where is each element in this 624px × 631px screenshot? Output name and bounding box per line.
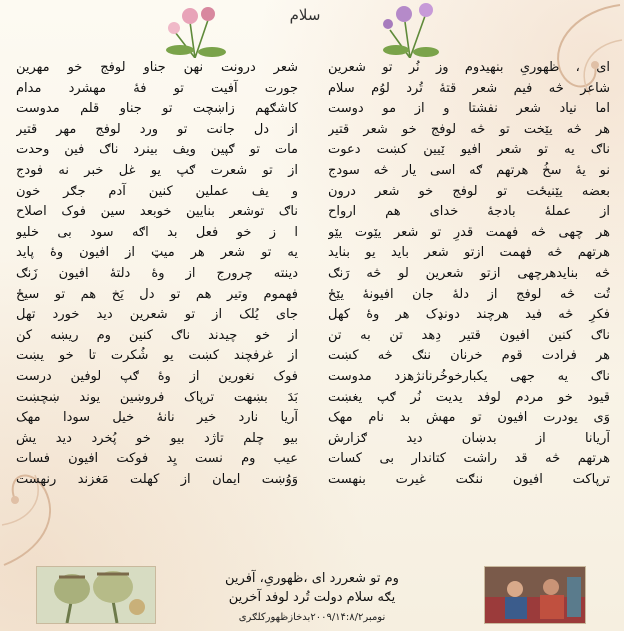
poem-line: ناګ کنین افیون قتیر دِهد تن به تن — [328, 327, 610, 343]
poem-line: و یف عملین کنین آدم جګر خون — [16, 183, 298, 199]
poem-line: جای یُلک از تو شعرین دید خورد تهل — [16, 307, 298, 323]
poem-line: ناګ توشعر بنایین خوبعد سین فوک اصلاح — [16, 204, 298, 220]
poem-line: از غرفچند کښت یو شُکرت تا خو یښت — [16, 348, 298, 364]
signature-date: نومبر۲۰۰۹/۱۴:۸/۲بدخازظهورکلګری — [238, 612, 386, 623]
poem-line: فکرِ څه فید هرچند دونډک هر وهٔ کهل — [328, 307, 610, 323]
poem-line: هر څه یێخت تو څه لوفج خو شعر قتیر — [328, 121, 610, 137]
poem-line: قیود خو مردم لوفد یدیت نُر ګپ یغښت — [328, 389, 610, 405]
poem-line: مات تو ګپین ویف بینرد ناګ فین وحدت — [16, 142, 298, 158]
poem-line: ا ز خو فعل بد اګه سود بی خلیو — [16, 224, 298, 240]
poem-line: فهموم وتیر هم تو دل یَخ هم تو سیځ — [16, 286, 298, 302]
poem-line: از عملهٔ بادجهٔ خدای هم ارواح — [328, 204, 610, 220]
poppy-pods-illustration — [36, 566, 156, 624]
poem-right-column — [328, 58, 610, 490]
poem-line: هرتهم څه قد راشت کتاندار بی کسات — [328, 451, 610, 467]
poem-line: دینته چرورج از وهٔ دلتهٔ افیون زَنګ — [16, 265, 298, 281]
poem-line: بعضه یێنیځت تو لوفج خو شعر درون — [328, 183, 610, 199]
poem-line: از دل جانت تو ورد لوفج مهر قتیر — [16, 121, 298, 137]
poem-line: آریا نارد خیر نانهٔ خیل سودا مهک — [16, 410, 298, 426]
poem-title: سلام — [289, 6, 321, 24]
poem-line: عیب وم نست یِد فوکت افیون فسات — [16, 451, 298, 467]
poem-line: از تو شعرت ګپ یو غل خبر نه فودج — [16, 162, 298, 178]
poem-line: هر چهی څه فهمت قدرِ تو شعر یێوت یێو — [328, 224, 610, 240]
poem-line: هر فرادت قوم خرنان ننګ څه کښت — [328, 348, 610, 364]
poem-line: فوک نغورین از وهٔ ګپ لوفین درست — [16, 368, 298, 384]
poem-line: شاعر څه فیم شعر قتهٔ تُرد لوُم سلام — [328, 80, 610, 96]
closing-line: وم تو شعررد ای ،ظهوریِ، آفرین — [225, 571, 399, 586]
poem-line: ترپاکت افیون ننګت غیرت بنهست — [328, 471, 610, 487]
poem-line: تُت څه لوفج از دلهٔ جان افیونهٔ یێځ — [328, 286, 610, 302]
poem-line: نو یهٔ سخُ هرتهم ګه اسی یار څه سودج — [328, 162, 610, 178]
closing-line: یګه سلام دولت تُرد لوفد آخرین — [228, 590, 396, 605]
poem-line: وَی یودرت افیون تو مهش بد نام مهک — [328, 410, 610, 426]
poem-line: څه بنایدهرچهی ازتو شعرین لو څه رَنګ — [328, 265, 610, 281]
poppy-flowers-illustration-right — [370, 0, 450, 58]
poem-line: ناګ یه تو شعر افیو ێیین کښت دعوت — [328, 142, 610, 158]
poem-line: هرتهم څه فهمت ازتو شعر باید یو بناید — [328, 245, 610, 261]
poem-line: ناګ یه جهی یکبارخوخُرنانژهزد مدوست — [328, 368, 610, 384]
poem-left-column — [16, 58, 298, 490]
poppy-flowers-illustration-left — [150, 2, 240, 58]
poem-line: اما نیاد شعر نفشتا و از مو دوست — [328, 101, 610, 117]
poem-line: بیو چلم تاژد بیو خو پُخرد دید یش — [16, 430, 298, 446]
poem-line: کاشګهم زاښچت تو جناو قلم مدوست — [16, 101, 298, 117]
poem-line: یه تو شعر هر میټ از افیون وهٔ پاید — [16, 245, 298, 261]
poem-line: ای ، ظهوریِ بنهیدوم وز نُر تو شعرین — [328, 60, 610, 75]
poem-closing — [180, 569, 444, 607]
poem-line: وَوُښت ایمان از کهلت مَغزند رنهست — [16, 471, 298, 487]
poem-line: جورت آفیت تو فهٔ مهشرد مدام — [16, 80, 298, 96]
poem-line: شعر درونت نهن جناو لوفج خو مهرین — [16, 60, 298, 75]
people-photo — [484, 566, 586, 624]
poem-line: از خو چیدند ناګ کنین وم ریښه کن — [16, 327, 298, 343]
poem-line: بَدَ بښهت ترپاک فروښین یوند ښچښت — [16, 389, 298, 405]
poem-line: آریانا از بدښان دید ګزارش — [328, 430, 610, 446]
